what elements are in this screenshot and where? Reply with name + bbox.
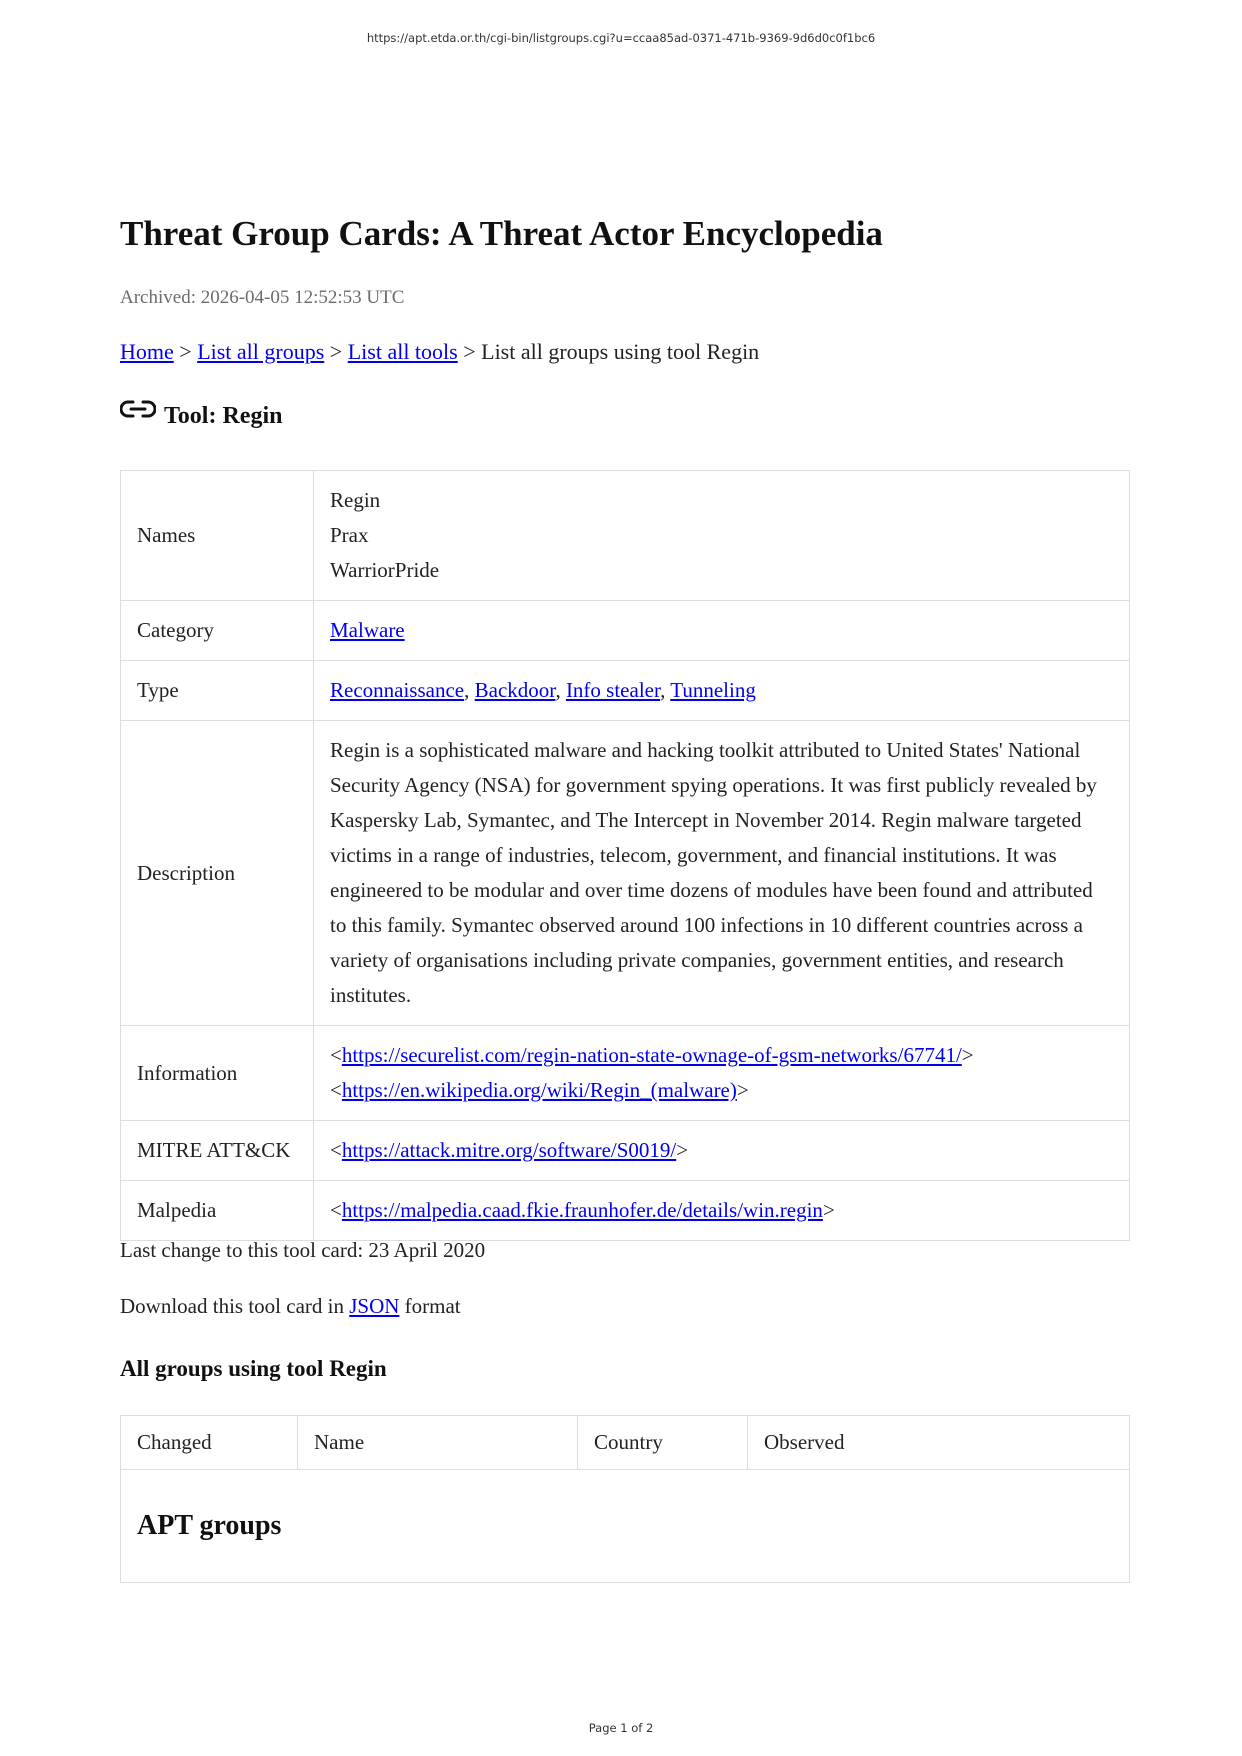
breadcrumb-home-link[interactable]: Home [120,339,174,364]
information-row [121,1026,1130,1121]
type-link-reconnaissance[interactable]: Reconnaissance [330,678,465,702]
angle-open: < [330,1198,342,1222]
tool-card-table [120,470,1130,1241]
apt-groups-section-title: APT groups [121,1470,1130,1583]
apt-groups-section-row [121,1470,1130,1583]
tool-heading-text: Tool: Regin [164,403,283,429]
print-header-url: https://apt.etda.or.th/cgi-bin/listgroups.cgi?u=ccaa85ad-0371-471b-9369-9d6d0c0f1bc6 [366,31,876,45]
information-item [330,1073,1113,1108]
information-value [314,1026,1130,1121]
malpedia-link[interactable]: https://malpedia.caad.fkie.fraunhofer.de/details/win.regin [341,1198,823,1222]
type-value [314,661,1130,721]
column-header-observed: Observed [748,1416,1130,1470]
column-header-country: Country [578,1416,748,1470]
description-label: Description [121,721,314,1026]
link-icon [120,397,156,421]
print-footer-page-number: Page 1 of 2 [588,1721,654,1735]
mitre-link[interactable]: https://attack.mitre.org/software/S0019/ [341,1138,677,1162]
type-separator: , [464,678,475,702]
groups-table [120,1415,1130,1583]
information-item [330,1038,1113,1073]
page-title: Threat Group Cards: A Threat Actor Encyclopedia [120,214,883,253]
malpedia-value [314,1181,1130,1241]
angle-open: < [330,1078,342,1102]
names-value [314,471,1130,601]
tool-name: Prax [330,523,369,547]
malpedia-row [121,1181,1130,1241]
mitre-row [121,1121,1130,1181]
breadcrumb [120,339,759,365]
description-row [121,721,1130,1026]
breadcrumb-separator: > [324,339,348,364]
download-prefix: Download this tool card in [120,1294,350,1318]
type-separator: , [660,678,671,702]
angle-open: < [330,1043,342,1067]
type-link-info-stealer[interactable]: Info stealer [565,678,661,702]
angle-close: > [676,1138,689,1162]
malpedia-label: Malpedia [121,1181,314,1241]
category-row [121,601,1130,661]
breadcrumb-separator: > [173,339,198,364]
tool-name: WarriorPride [330,558,440,582]
mitre-value [314,1121,1130,1181]
archived-timestamp: Archived: 2026-04-05 12:52:53 UTC [120,287,405,308]
breadcrumb-list-groups-link[interactable]: List all groups [197,339,325,364]
groups-header-row [121,1416,1130,1470]
type-link-tunneling[interactable]: Tunneling [670,678,756,702]
information-label: Information [121,1026,314,1121]
mitre-label: MITRE ATT&CK [121,1121,314,1181]
wikipedia-link[interactable]: https://en.wikipedia.org/wiki/Regin_(malware) [341,1078,737,1102]
type-separator: , [555,678,566,702]
type-link-backdoor[interactable]: Backdoor [474,678,556,702]
type-label: Type [121,661,314,721]
breadcrumb-list-tools-link[interactable]: List all tools [347,339,458,364]
groups-heading: All groups using tool Regin [120,1356,387,1381]
angle-close: > [736,1078,749,1102]
description-value: Regin is a sophisticated malware and hacking toolkit attributed to United States' National Security Agency (NSA) for government spying operations. It was first publicly revealed by Kaspersky Lab, Symantec, and The Intercept in November 2014. Regin malware targeted victims in a range of industries, telecom, government, and financial institutions. It was engineered to be modular and over time dozens of modules have been found and attributed to this family. Symantec observed around 100 infections in 10 different countries across a variety of organisations including private companies, government entities, and research institutes. [314,721,1130,1026]
last-change-text: Last change to this tool card: 23 April 2020 [120,1238,486,1262]
json-download-link[interactable]: JSON [349,1294,400,1318]
column-header-changed: Changed [121,1416,298,1470]
breadcrumb-current: > List all groups using tool Regin [457,339,760,364]
download-line [120,1294,461,1319]
type-row [121,661,1130,721]
angle-close: > [822,1198,835,1222]
category-value [314,601,1130,661]
column-header-name: Name [298,1416,578,1470]
category-link[interactable]: Malware [330,618,405,642]
angle-close: > [961,1043,974,1067]
angle-open: < [330,1138,342,1162]
names-row [121,471,1130,601]
securelist-link[interactable]: https://securelist.com/regin-nation-state-ownage-of-gsm-networks/67741/ [341,1043,962,1067]
tool-name: Regin [330,488,381,512]
download-suffix: format [399,1294,461,1318]
tool-heading [120,403,282,430]
names-label: Names [121,471,314,601]
category-label: Category [121,601,314,661]
